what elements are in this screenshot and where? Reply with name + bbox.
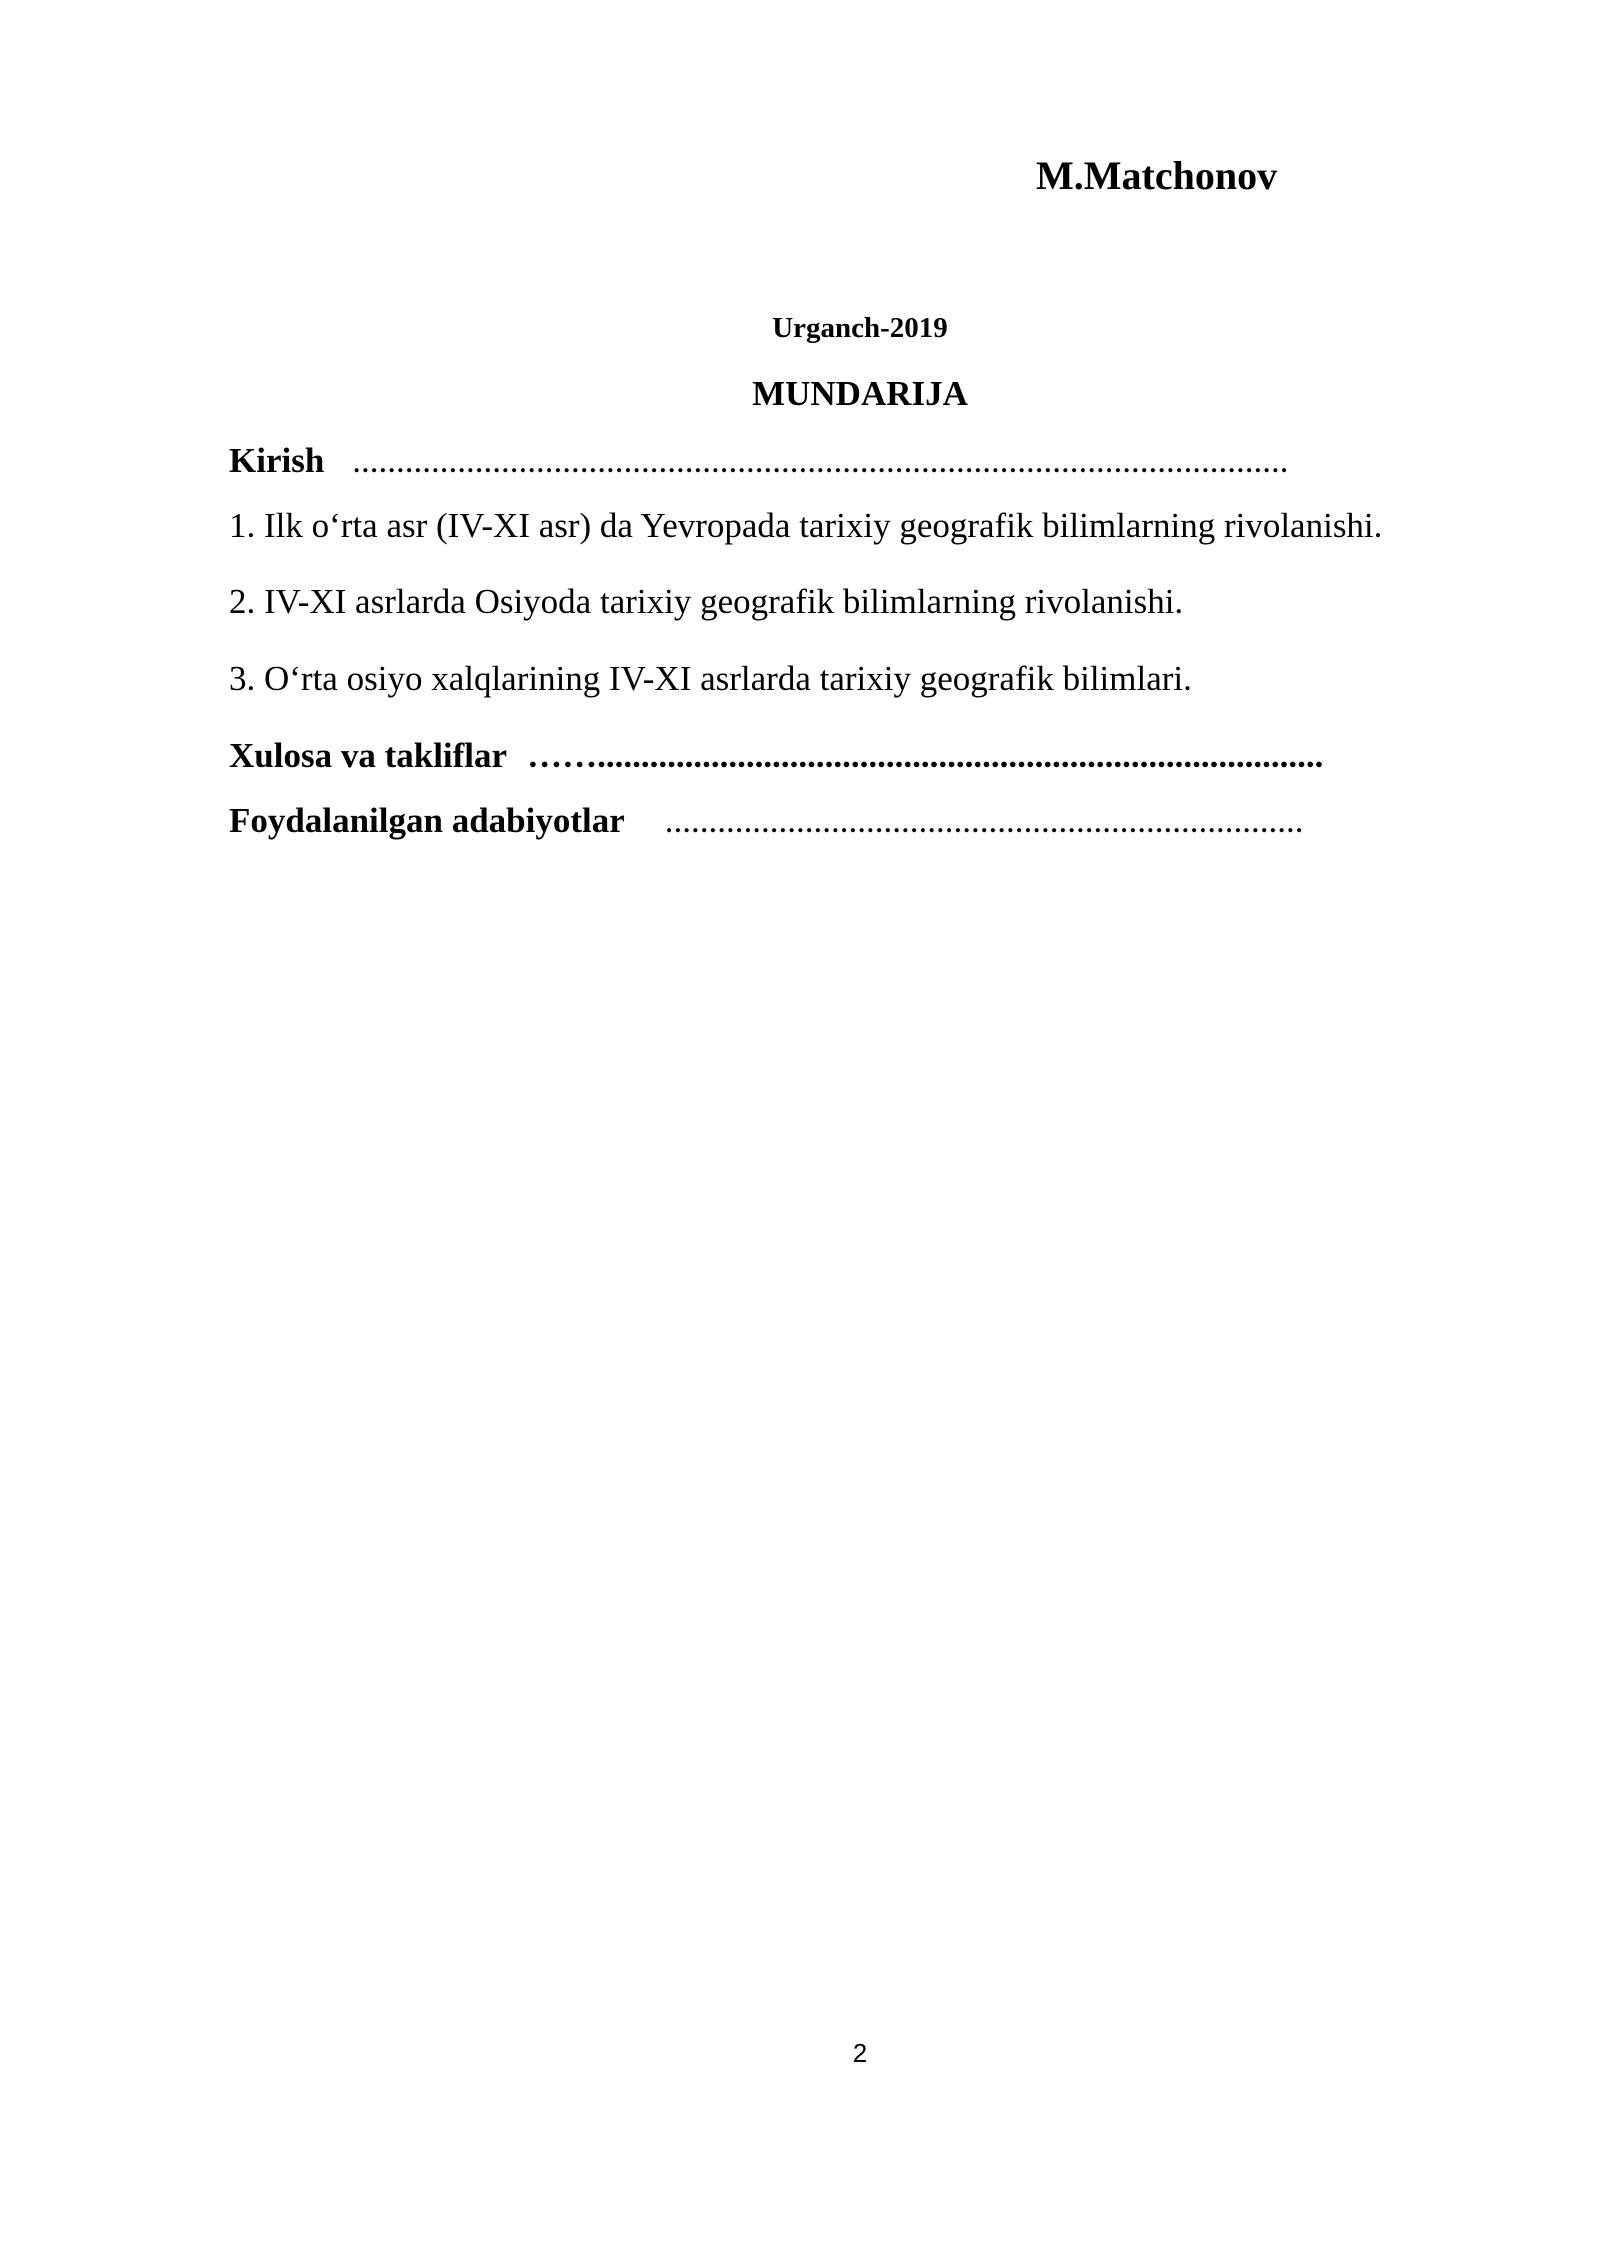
page-number: 2 [852, 2038, 868, 2068]
toc-entry-1: 1. Ilk o‘rta asr (IV-XI asr) da Yevropada tarixiy geografik bilimlarning rivolanishi. [229, 506, 1383, 545]
toc-entry-intro-title: Kirish [229, 441, 325, 480]
toc-entry-intro-leader: ........................................................................................................... [352, 441, 1289, 480]
toc-entry-3: 3. O‘rta osiyo xalqlarining IV-XI asrlarda tarixiy geografik bilimlari. [229, 659, 1192, 698]
toc-entry-conclusion-title: Xulosa va takliflar [229, 736, 508, 775]
toc-heading: MUNDARIJA [752, 374, 968, 413]
toc-entry-references-title: Foydalanilgan adabiyotlar [229, 801, 625, 840]
toc-entry-references-leader: ......................................................................... [664, 801, 1304, 840]
toc-entry-intro [229, 440, 1289, 482]
toc-entry-conclusion-leader: ……................................................................................... [527, 736, 1324, 775]
place-year: Urganch-2019 [772, 312, 948, 344]
toc-entry-2: 2. IV-XI asrlarda Osiyoda tarixiy geografik bilimlarning rivolanishi. [229, 582, 1184, 621]
author-name: M.Matchonov [1036, 153, 1278, 198]
toc-entry-references [229, 800, 1304, 842]
toc-entry-conclusion [229, 735, 1323, 777]
